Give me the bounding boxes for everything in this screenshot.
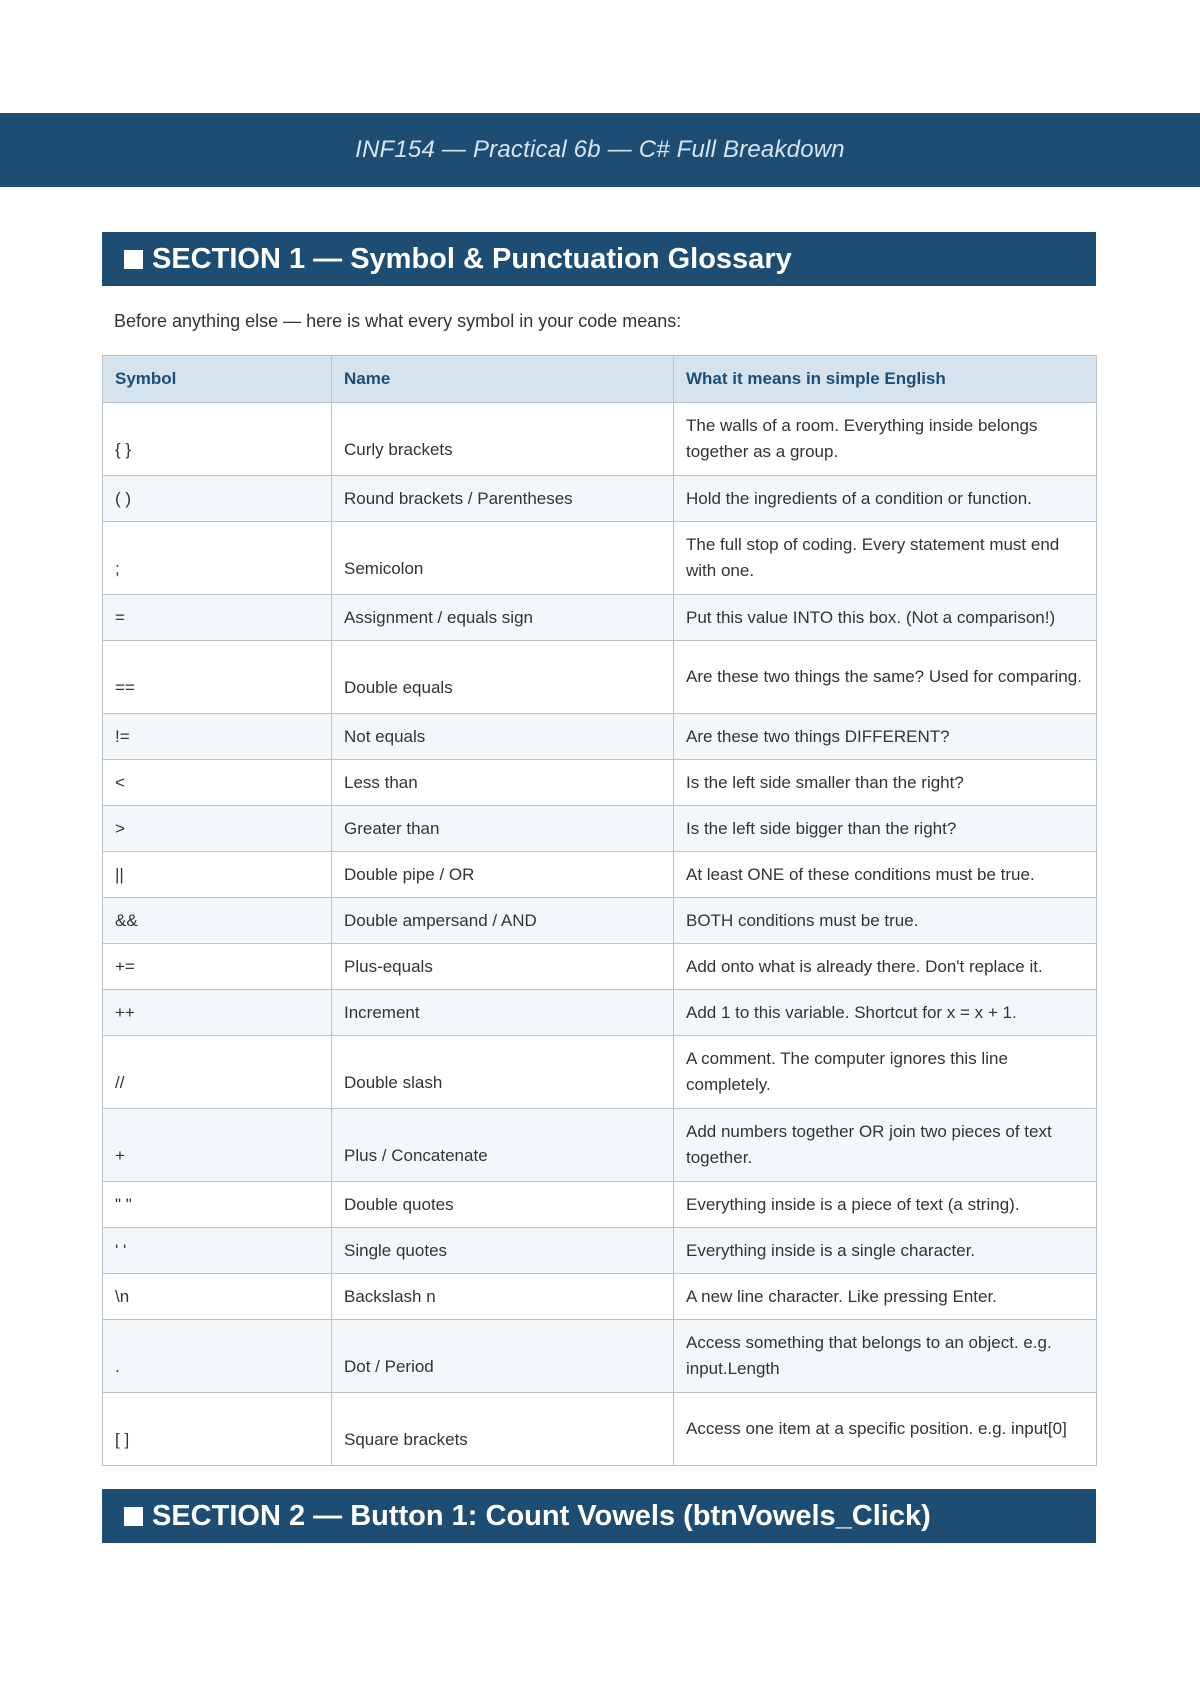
meaning-cell: Everything inside is a piece of text (a string).	[674, 1182, 1097, 1228]
meaning-cell: Put this value INTO this box. (Not a comparison!)	[674, 595, 1097, 641]
name-cell: Double ampersand / AND	[332, 898, 674, 944]
table-row	[103, 944, 1097, 990]
section-1-title: SECTION 1 — Symbol & Punctuation Glossary	[152, 242, 792, 275]
meaning-cell: Everything inside is a single character.	[674, 1228, 1097, 1274]
table-row	[103, 898, 1097, 944]
name-cell: Single quotes	[332, 1228, 674, 1274]
symbol-cell: <	[103, 760, 332, 806]
table-row	[103, 1228, 1097, 1274]
section-2-heading	[102, 1489, 1096, 1543]
table-row	[103, 1274, 1097, 1320]
symbol-cell: &&	[103, 898, 332, 944]
table-row	[103, 760, 1097, 806]
symbol-cell: >	[103, 806, 332, 852]
table-row	[103, 806, 1097, 852]
symbol-glossary-table	[102, 355, 1097, 1466]
meaning-cell: The walls of a room. Everything inside belongs together as a group.	[674, 403, 1097, 476]
section-1-intro: Before anything else — here is what every symbol in your code means:	[114, 311, 682, 331]
meaning-cell: Access one item at a specific position. e.g. input[0]	[674, 1393, 1097, 1466]
meaning-cell: Are these two things DIFFERENT?	[674, 714, 1097, 760]
name-cell: Plus-equals	[332, 944, 674, 990]
meaning-cell: At least ONE of these conditions must be true.	[674, 852, 1097, 898]
table-header-row	[103, 356, 1097, 403]
meaning-cell: Hold the ingredients of a condition or function.	[674, 476, 1097, 522]
table-row	[103, 714, 1097, 760]
meaning-cell: Is the left side bigger than the right?	[674, 806, 1097, 852]
symbol-cell: !=	[103, 714, 332, 760]
page-header	[0, 113, 1200, 187]
symbol-cell: +=	[103, 944, 332, 990]
table-row	[103, 1393, 1097, 1466]
symbol-cell: " "	[103, 1182, 332, 1228]
meaning-cell: Is the left side smaller than the right?	[674, 760, 1097, 806]
symbol-cell: +	[103, 1109, 332, 1182]
table-row	[103, 1109, 1097, 1182]
meaning-cell: The full stop of coding. Every statement must end with one.	[674, 522, 1097, 595]
name-cell: Dot / Period	[332, 1320, 674, 1393]
column-header-meaning: What it means in simple English	[674, 356, 1097, 403]
name-cell: Double equals	[332, 641, 674, 714]
symbol-cell: \n	[103, 1274, 332, 1320]
meaning-cell: A new line character. Like pressing Enter.	[674, 1274, 1097, 1320]
name-cell: Semicolon	[332, 522, 674, 595]
meaning-cell: A comment. The computer ignores this line completely.	[674, 1036, 1097, 1109]
name-cell: Less than	[332, 760, 674, 806]
name-cell: Double quotes	[332, 1182, 674, 1228]
table-row	[103, 641, 1097, 714]
name-cell: Double slash	[332, 1036, 674, 1109]
document-title: INF154 — Practical 6b — C# Full Breakdown	[355, 136, 845, 163]
name-cell: Assignment / equals sign	[332, 595, 674, 641]
name-cell: Backslash n	[332, 1274, 674, 1320]
symbol-cell: .	[103, 1320, 332, 1393]
square-bullet-icon	[124, 1507, 143, 1526]
meaning-cell: Access something that belongs to an object. e.g. input.Length	[674, 1320, 1097, 1393]
section-1-heading	[102, 232, 1096, 286]
meaning-cell: Add numbers together OR join two pieces of text together.	[674, 1109, 1097, 1182]
meaning-cell: Add 1 to this variable. Shortcut for x = x + 1.	[674, 990, 1097, 1036]
name-cell: Plus / Concatenate	[332, 1109, 674, 1182]
symbol-cell: [ ]	[103, 1393, 332, 1466]
table-row	[103, 1320, 1097, 1393]
meaning-cell: BOTH conditions must be true.	[674, 898, 1097, 944]
table-row	[103, 990, 1097, 1036]
table-row	[103, 852, 1097, 898]
name-cell: Not equals	[332, 714, 674, 760]
name-cell: Square brackets	[332, 1393, 674, 1466]
symbol-cell: { }	[103, 403, 332, 476]
column-header-symbol: Symbol	[103, 356, 332, 403]
name-cell: Double pipe / OR	[332, 852, 674, 898]
symbol-cell: =	[103, 595, 332, 641]
table-row	[103, 522, 1097, 595]
column-header-name: Name	[332, 356, 674, 403]
table-row	[103, 476, 1097, 522]
symbol-cell: ( )	[103, 476, 332, 522]
symbol-cell: ++	[103, 990, 332, 1036]
symbol-cell: //	[103, 1036, 332, 1109]
meaning-cell: Add onto what is already there. Don't replace it.	[674, 944, 1097, 990]
symbol-cell: ' '	[103, 1228, 332, 1274]
symbol-cell: ==	[103, 641, 332, 714]
table-row	[103, 1036, 1097, 1109]
name-cell: Curly brackets	[332, 403, 674, 476]
name-cell: Round brackets / Parentheses	[332, 476, 674, 522]
table-row	[103, 1182, 1097, 1228]
symbol-cell: ;	[103, 522, 332, 595]
section-2-title: SECTION 2 — Button 1: Count Vowels (btnVowels_Click)	[152, 1499, 931, 1532]
table-row	[103, 595, 1097, 641]
meaning-cell: Are these two things the same? Used for comparing.	[674, 641, 1097, 714]
square-bullet-icon	[124, 250, 143, 269]
name-cell: Increment	[332, 990, 674, 1036]
table-row	[103, 403, 1097, 476]
symbol-cell: ||	[103, 852, 332, 898]
name-cell: Greater than	[332, 806, 674, 852]
